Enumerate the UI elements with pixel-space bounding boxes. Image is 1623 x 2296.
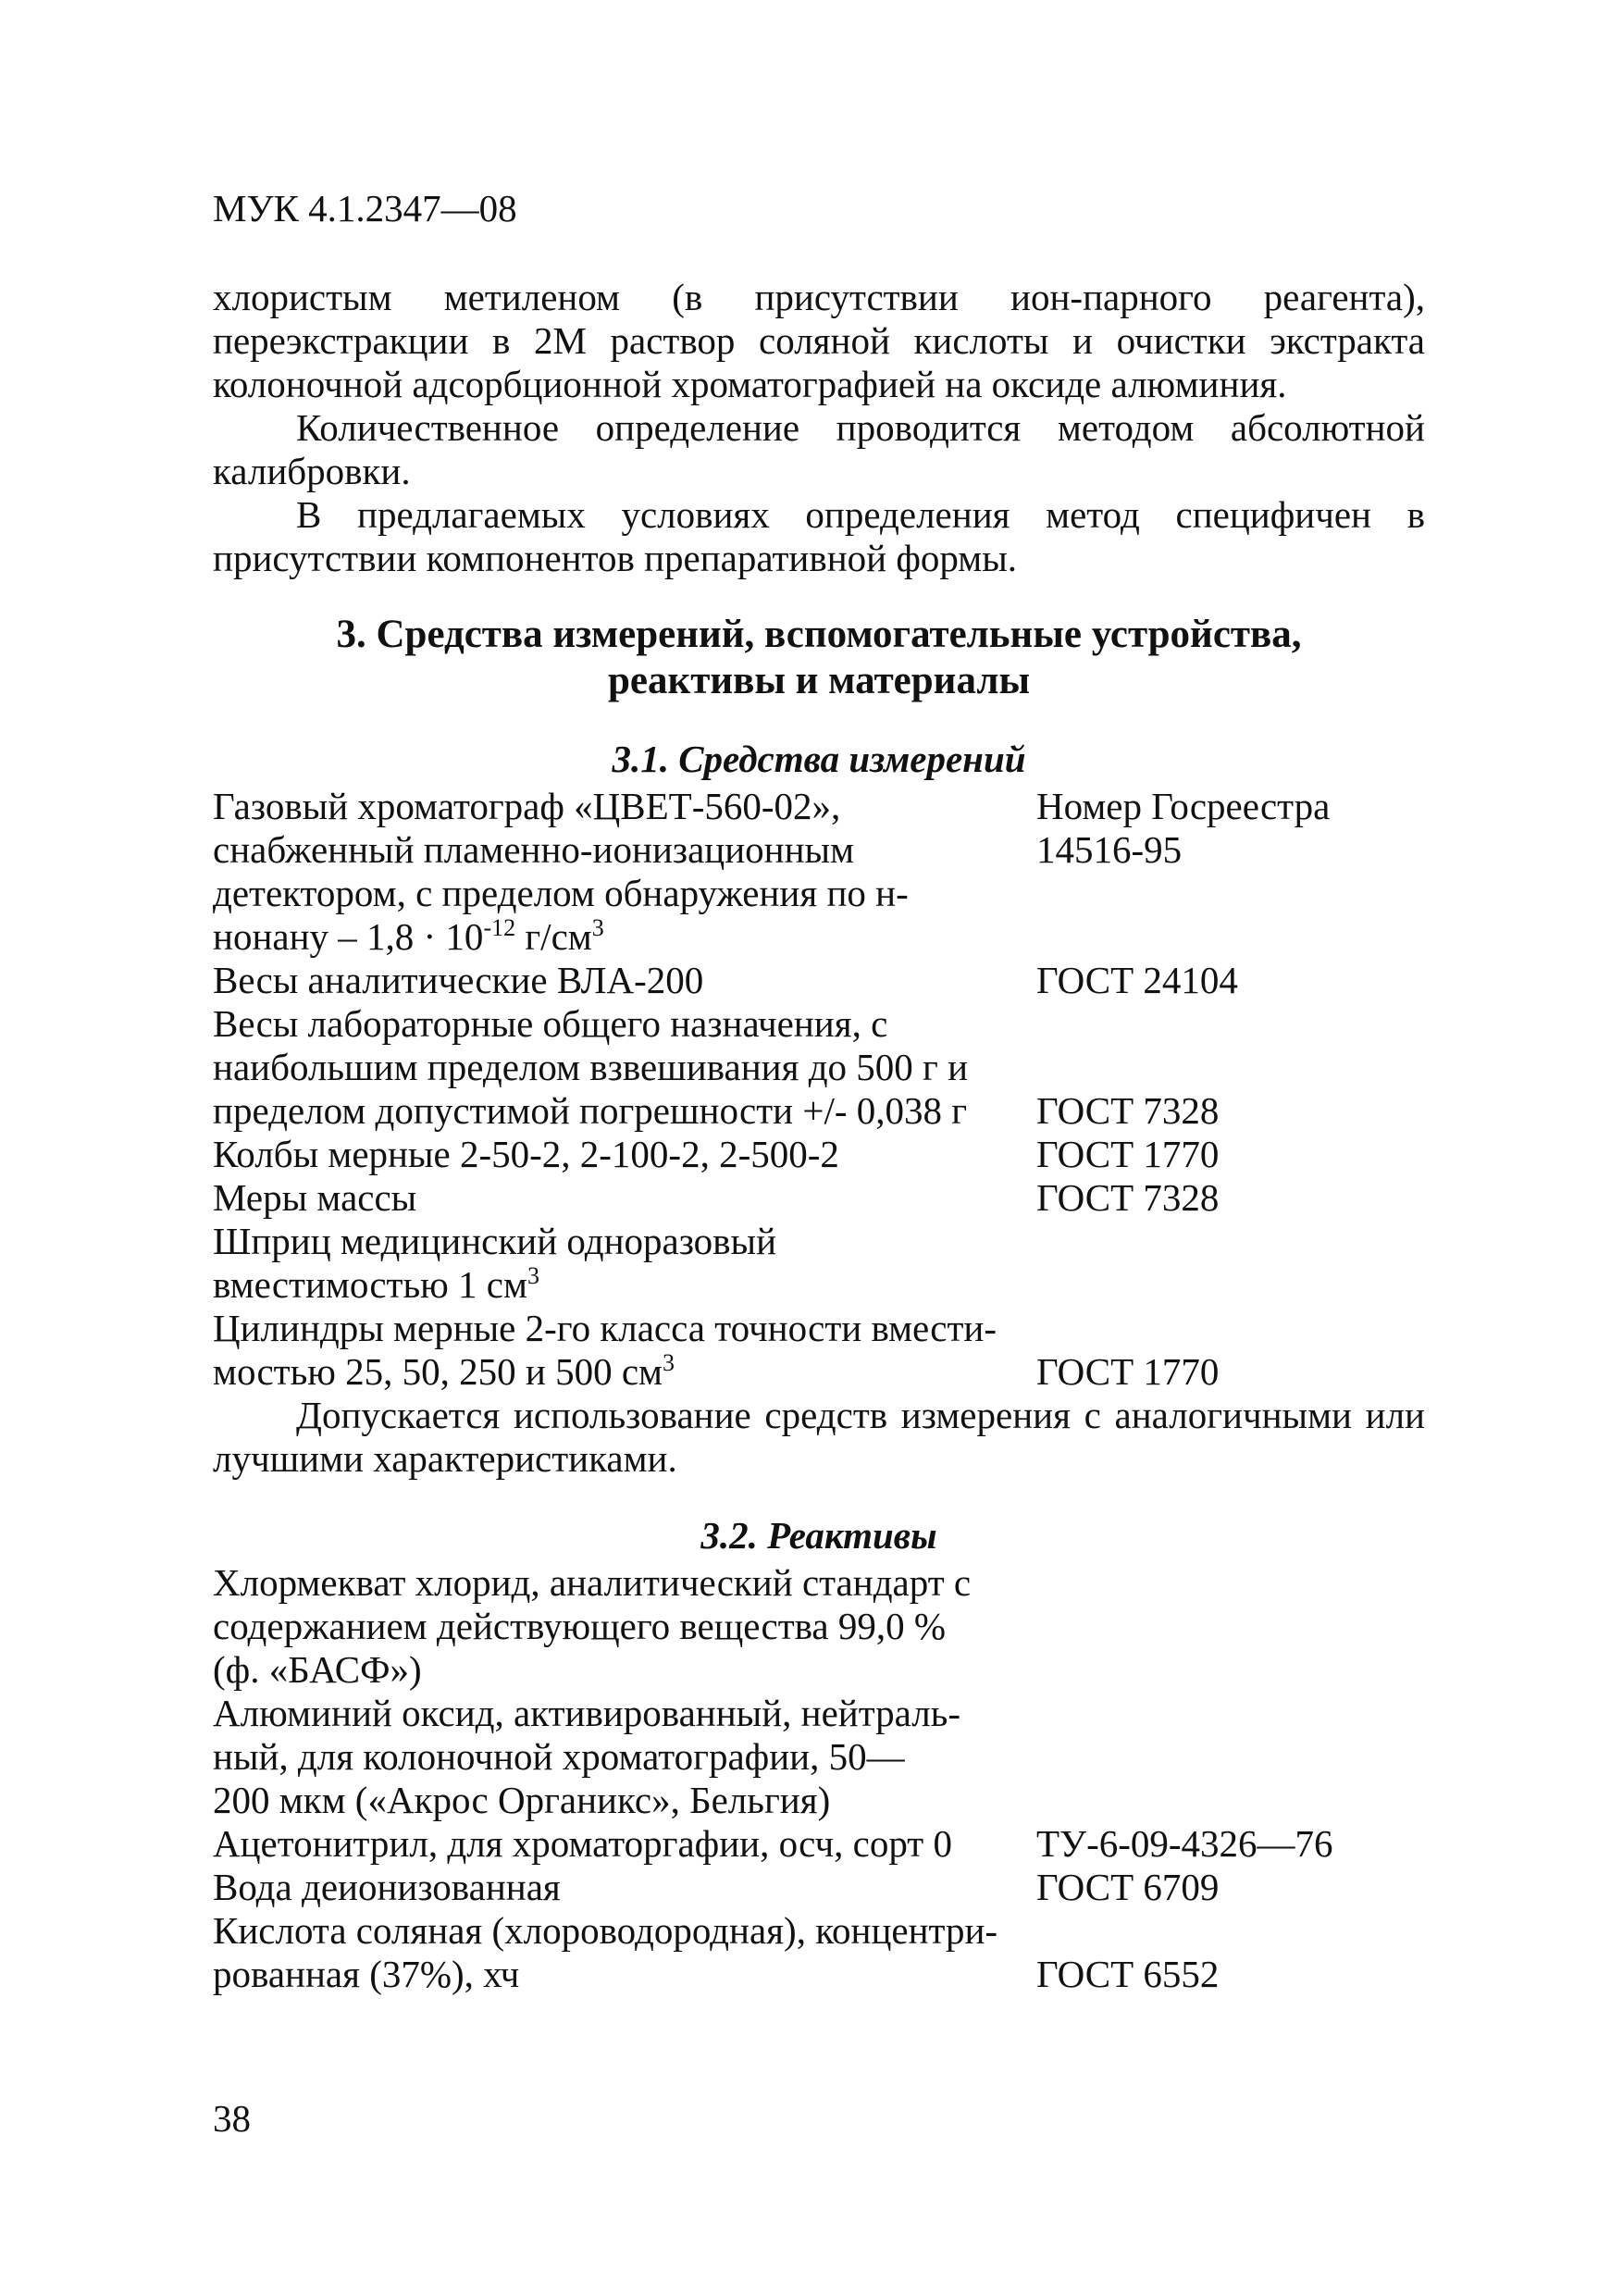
standard-reference: ГОСТ 7328	[1036, 1176, 1220, 1219]
item-line: мостью 25, 50, 250 и 500 $см^3$	[213, 1349, 675, 1393]
reagents-list	[213, 1561, 1425, 1996]
standard-reference: ГОСТ 6552	[1036, 1953, 1220, 1995]
item-line: Алюминий оксид, активированный, нейтраль-	[213, 1692, 961, 1734]
standard-reference: ГОСТ 7328	[1036, 1089, 1220, 1132]
standard-reference: ГОСТ 24104	[1036, 959, 1238, 1001]
instruments-note: Допускается использование средств измерения с аналогичными или лучшими характеристиками.	[213, 1394, 1425, 1480]
intro-paragraph-1: хлористым метиленом (в присутствии ион-парного реагента), переэкстракции в 2М раствор соляной кислоты и очистки экстракта колоночной адсорбционной хроматографией на оксиде алюминия.	[213, 276, 1425, 405]
standard-reference: ГОСТ 1770	[1036, 1350, 1220, 1393]
list-item	[213, 1307, 1425, 1394]
item-line: Колбы мерные 2-50-2, 2-100-2, 2-500-2	[213, 1133, 839, 1175]
item-description	[213, 1002, 1036, 1133]
intro-paragraph-2: Количественное определение проводится методом абсолютной калибровки.	[213, 406, 1425, 492]
standard-reference: ГОСТ 6709	[1036, 1866, 1220, 1908]
item-reference	[1036, 1176, 1425, 1220]
item-description	[213, 1133, 1036, 1176]
item-line: Весы аналитические ВЛА-200	[213, 959, 704, 1001]
page-content	[213, 185, 1425, 1996]
list-item	[213, 1561, 1425, 1692]
item-line: Ацетонитрил, для хроматоргафии, осч, сорт 0	[213, 1822, 952, 1865]
item-line: рованная (37%), хч	[213, 1953, 520, 1995]
list-item	[213, 1176, 1425, 1220]
measurement-instruments-list	[213, 785, 1425, 1394]
item-description	[213, 785, 1036, 959]
item-description	[213, 1176, 1036, 1220]
list-item	[213, 1692, 1425, 1822]
item-description	[213, 1822, 1036, 1866]
item-reference	[1036, 1002, 1425, 1133]
subsection-3-2-title: 3.2. Реактивы	[700, 1514, 937, 1557]
item-reference	[1036, 959, 1425, 1002]
item-reference	[1036, 785, 1425, 959]
item-line: нонану – $1,8 \cdot 10^{-12}$ $г/см^3$	[213, 914, 604, 958]
item-reference	[1036, 1307, 1425, 1394]
list-item	[213, 1002, 1425, 1133]
list-item	[213, 1822, 1425, 1866]
list-item	[213, 1909, 1425, 1996]
item-line: (ф. «БАСФ»)	[213, 1648, 422, 1691]
item-description	[213, 959, 1036, 1002]
item-reference	[1036, 1561, 1425, 1692]
item-reference	[1036, 1220, 1425, 1307]
item-line: ный, для колоночной хроматографии, 50—	[213, 1735, 905, 1778]
list-item	[213, 1133, 1425, 1176]
subsection-3-1-title: 3.1. Средства измерений	[612, 738, 1026, 780]
item-reference	[1036, 1133, 1425, 1176]
item-reference	[1036, 1692, 1425, 1822]
registry-label: Номер Госреестра	[1036, 785, 1331, 827]
item-line: Весы лабораторные общего назначения, с	[213, 1002, 888, 1045]
page-number: 38	[213, 2097, 251, 2140]
item-line: детектором, с пределом обнаружения по н-	[213, 872, 909, 914]
item-line: 200 мкм («Акрос Органикс», Бельгия)	[213, 1779, 831, 1821]
item-line: Шприц медицинский одноразовый	[213, 1220, 777, 1262]
item-line: Хлормекват хлорид, аналитический стандарт с	[213, 1561, 972, 1604]
list-item	[213, 785, 1425, 959]
item-description	[213, 1220, 1036, 1307]
item-line: содержанием действующего вещества 99,0 %	[213, 1605, 947, 1647]
item-line: Газовый хроматограф «ЦВЕТ-560-02»,	[213, 785, 841, 827]
item-description	[213, 1909, 1036, 1996]
registry-number: 14516-95	[1036, 828, 1183, 871]
item-reference	[1036, 1822, 1425, 1866]
list-item	[213, 959, 1425, 1002]
item-reference	[1036, 1909, 1425, 1996]
item-line: Меры массы	[213, 1176, 417, 1219]
item-line: вместимостью 1 $см^3$	[213, 1262, 539, 1306]
list-item	[213, 1866, 1425, 1909]
list-item	[213, 1220, 1425, 1307]
document-code-header: МУК 4.1.2347—08	[213, 187, 517, 230]
item-line: наибольшим пределом взвешивания до 500 г и	[213, 1046, 969, 1088]
item-description	[213, 1692, 1036, 1822]
item-line: снабженный пламенно-ионизационным	[213, 828, 855, 871]
item-description	[213, 1866, 1036, 1909]
section-3-title-line-1: 3. Средства измерений, вспомогательные устройства,	[336, 613, 1302, 656]
item-line: Цилиндры мерные 2-го класса точности вмести-	[213, 1307, 997, 1349]
item-line: Кислота соляная (хлороводородная), концентри-	[213, 1909, 998, 1952]
section-3-title-line-2: реактивы и материалы	[607, 659, 1031, 702]
item-description	[213, 1561, 1036, 1692]
intro-paragraph-3: В предлагаемых условиях определения метод специфичен в присутствии компонентов препаративной формы.	[213, 493, 1425, 579]
item-line: Вода деионизованная	[213, 1866, 561, 1908]
standard-reference: ГОСТ 1770	[1036, 1133, 1220, 1175]
item-reference	[1036, 1866, 1425, 1909]
item-description	[213, 1307, 1036, 1394]
standard-reference: ТУ-6-09-4326—76	[1036, 1822, 1333, 1865]
section-3-title	[213, 612, 1425, 704]
item-line: пределом допустимой погрешности +/- 0,038 г	[213, 1089, 968, 1132]
